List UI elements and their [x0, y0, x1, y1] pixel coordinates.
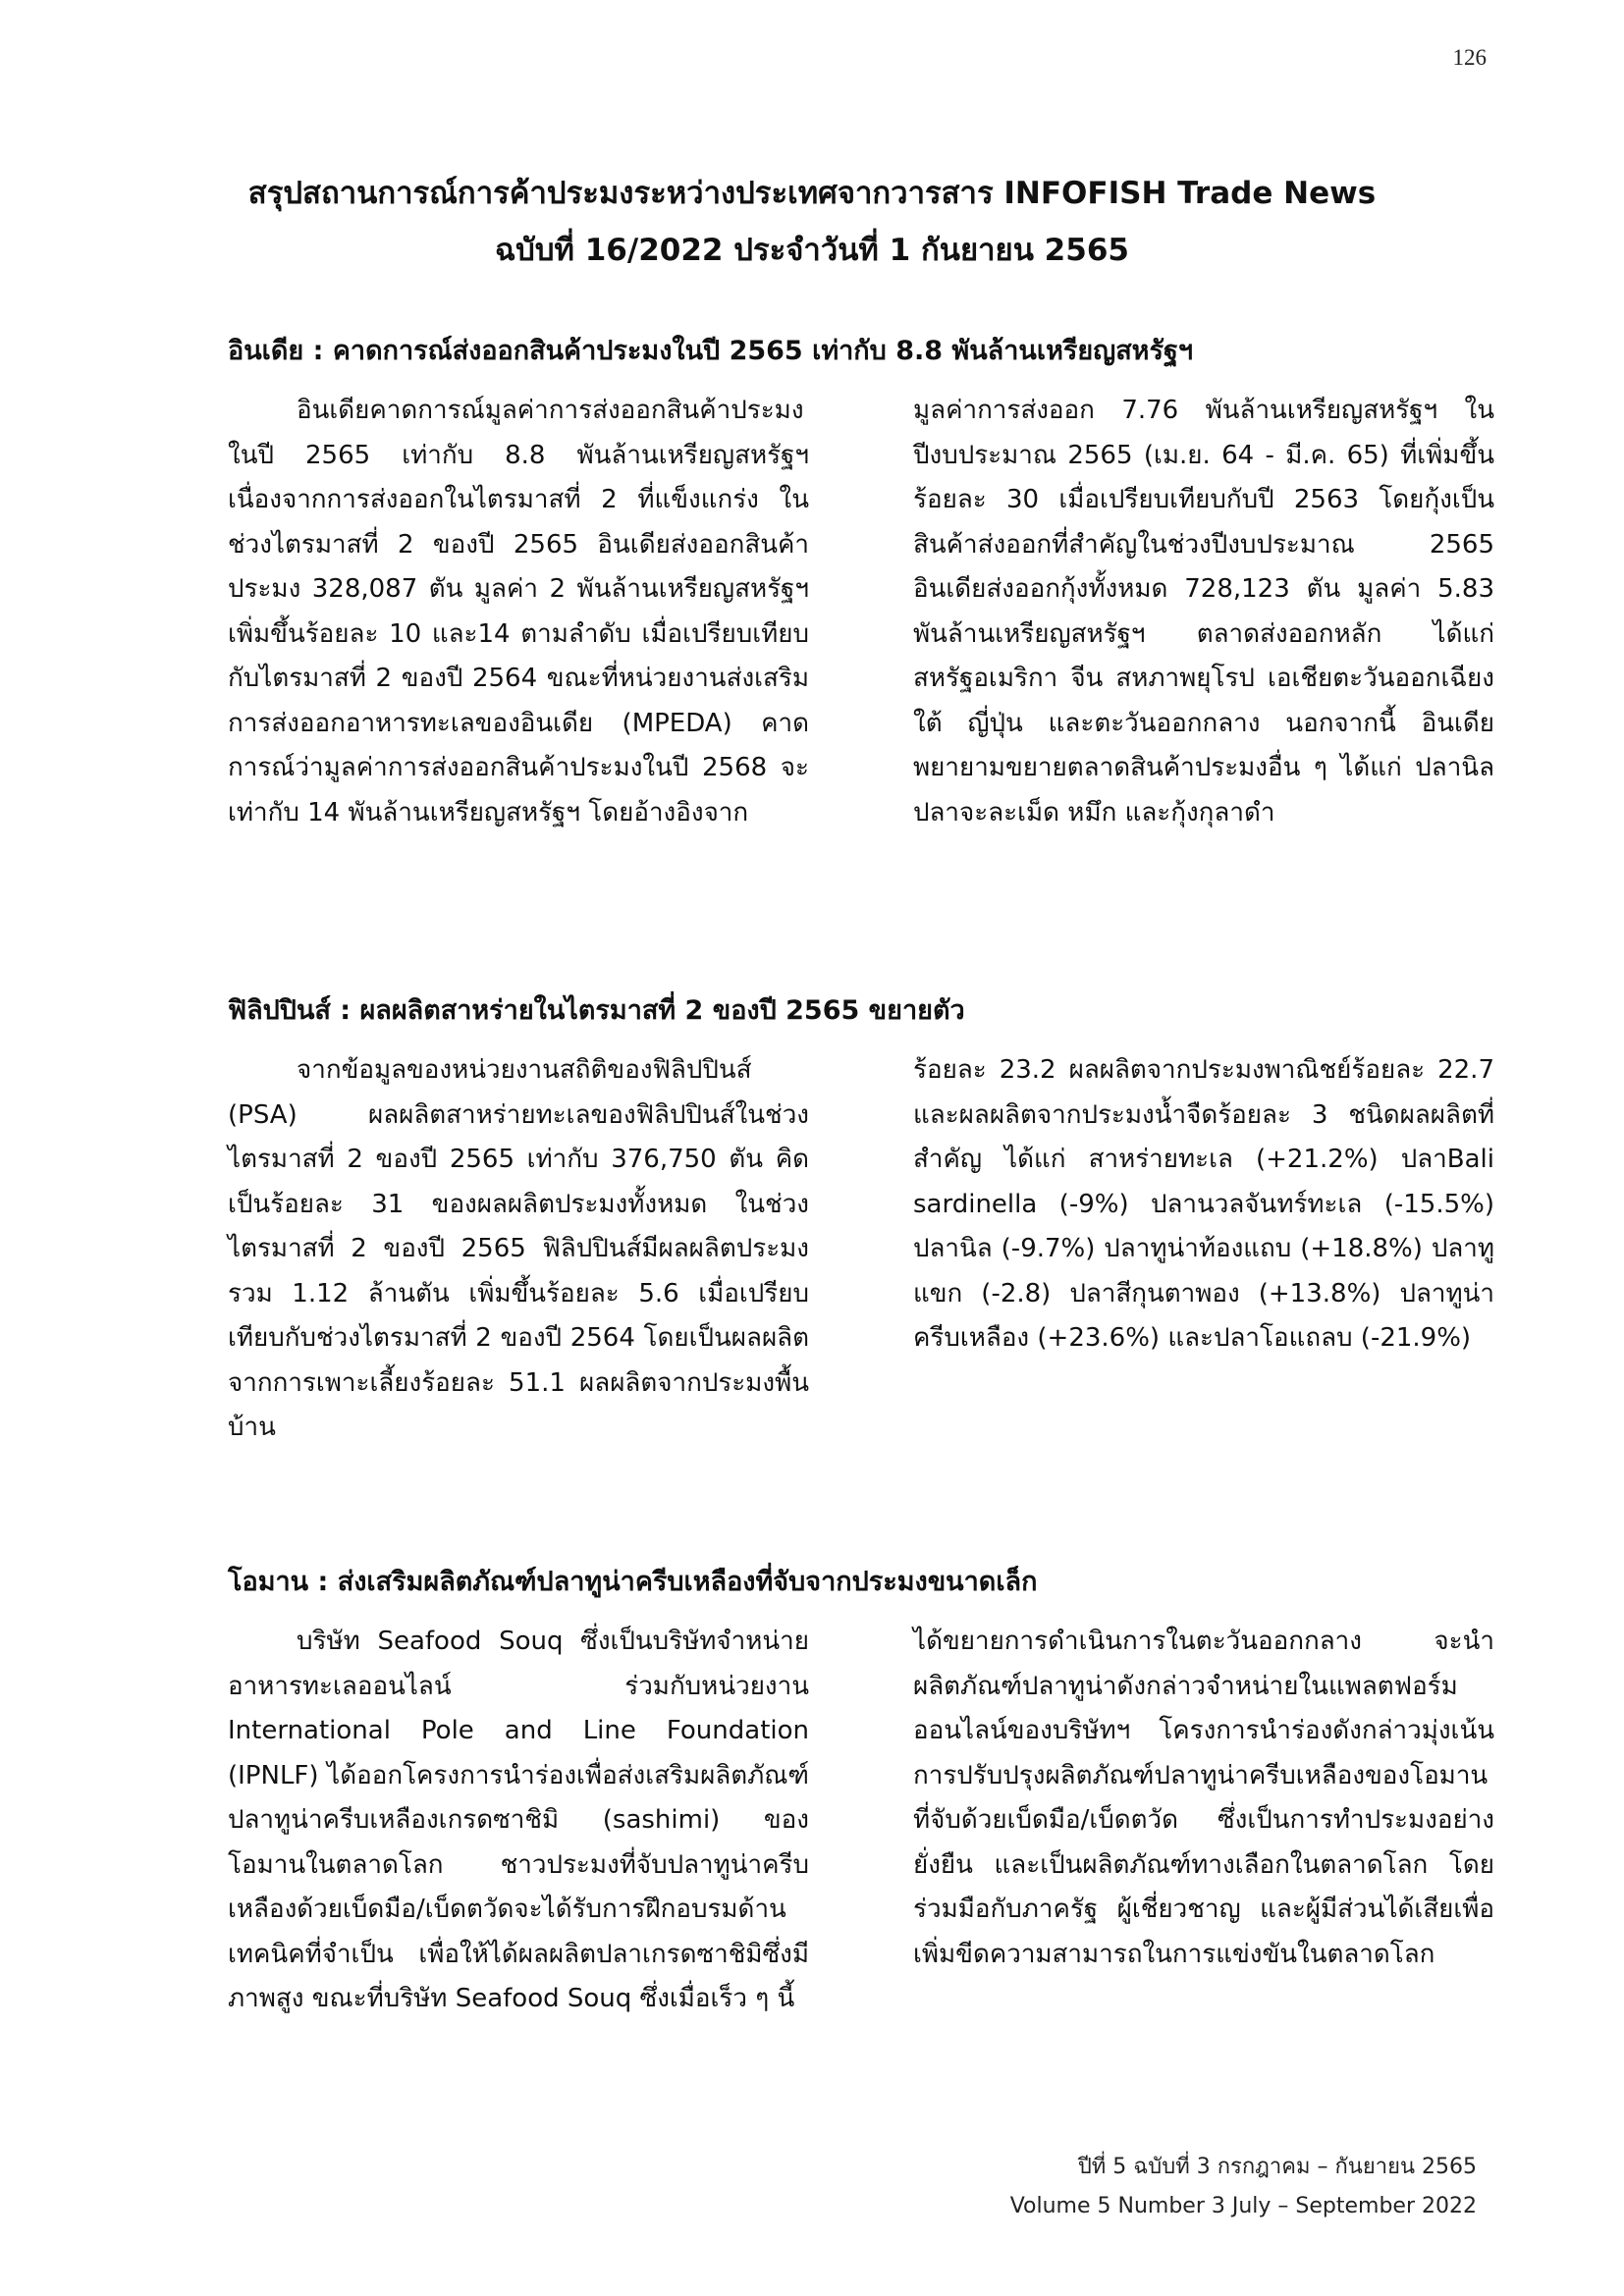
right-column [913, 1048, 1494, 1451]
section-philippines [228, 993, 1494, 1451]
left-column [228, 1048, 809, 1451]
section-columns [228, 389, 1494, 835]
paragraph: จากข้อมูลของหน่วยงานสถิติของฟิลิปปินส์ (PSA) ผลผลิตสาหร่ายทะเลของฟิลิปปินส์ในช่วงไตรมาสที่ 2 ของปี 2565 เท่ากับ 376,750 ตัน คิดเป็นร้อยละ 31 ของผลผลิตประมงทั้งหมด ในช่วงไตรมาสที่ 2 ของปี 2565 ฟิลิปปินส์มีผลผลิตประมงรวม 1.12 ล้านตัน เพิ่มขึ้นร้อยละ 5.6 เมื่อเปรียบเทียบกับช่วงไตรมาสที่ 2 ของปี 2564 โดยเป็นผลผลิตจากการเพาะเลี้ยงร้อยละ 51.1 ผลผลิตจากประมงพื้นบ้าน [228, 1055, 809, 1442]
section-columns [228, 1620, 1494, 2022]
section-heading: ฟิลิปปินส์ : ผลผลิตสาหร่ายในไตรมาสที่ 2 ของปี 2565 ขยายตัว [228, 995, 965, 1026]
paragraph: ได้ขยายการดำเนินการในตะวันออกกลาง จะนำผลิตภัณฑ์ปลาทูน่าดังกล่าวจำหน่ายในแพลตฟอร์มออนไลน์ของบริษัทฯ โครงการนำร่องดังกล่าวมุ่งเน้นการปรับปรุงผลิตภัณฑ์ปลาทูน่าครีบเหลืองของโอมานที่จับด้วยเบ็ดมือ/เบ็ดตวัด ซึ่งเป็นการทำประมงอย่างยั่งยืน และเป็นผลิตภัณฑ์ทางเลือกในตลาดโลก โดยร่วมมือกับภาครัฐ ผู้เชี่ยวชาญ และผู้มีส่วนได้เสียเพื่อเพิ่มขีดความสามารถในการแข่งขันในตลาดโลก [913, 1627, 1494, 1969]
page-footer [1010, 2148, 1477, 2226]
page-number: 126 [1452, 45, 1487, 70]
left-column [228, 389, 809, 835]
paragraph: บริษัท Seafood Souq ซึ่งเป็นบริษัทจำหน่ายอาหารทะเลออนไลน์ ร่วมกับหน่วยงาน International Pole and Line Foundation (IPNLF) ได้ออกโครงการนำร่องเพื่อส่งเสริมผลิตภัณฑ์ปลาทูน่าครีบเหลืองเกรดซาชิมิ (sashimi) ของโอมานในตลาดโลก ชาวประมงที่จับปลาทูน่าครีบเหลืองด้วยเบ็ดมือ/เบ็ดตวัดจะได้รับการฝึกอบรมด้านเทคนิคที่จำเป็น เพื่อให้ได้ผลผลิตปลาเกรดซาชิมิซึ่งมีภาพสูง ขณะที่บริษัท Seafood Souq ซึ่งเมื่อเร็ว ๆ นี้ [228, 1627, 809, 2013]
paragraph: มูลค่าการส่งออก 7.76 พันล้านเหรียญสหรัฐฯ ในปีงบประมาณ 2565 (เม.ย. 64 - มี.ค. 65) ที่เพิ่มขึ้นร้อยละ 30 เมื่อเปรียบเทียบกับปี 2563 โดยกุ้งเป็นสินค้าส่งออกที่สำคัญในช่วงปีงบประมาณ 2565 อินเดียส่งออกกุ้งทั้งหมด 728,123 ตัน มูลค่า 5.83 พันล้านเหรียญสหรัฐฯ ตลาดส่งออกหลัก ได้แก่ สหรัฐอเมริกา จีน สหภาพยุโรป เอเชียตะวันออกเฉียงใต้ ญี่ปุ่น และตะวันออกกลาง นอกจากนี้ อินเดียพยายามขยายตลาดสินค้าประมงอื่น ๆ ได้แก่ ปลานิล ปลาจะละเม็ด หมึก และกุ้งกุลาดำ [913, 396, 1494, 828]
title-line-1: สรุปสถานการณ์การค้าประมงระหว่างประเทศจากวารสาร INFOFISH Trade News [247, 176, 1377, 211]
section-heading: อินเดีย : คาดการณ์ส่งออกสินค้าประมงในปี 2565 เท่ากับ 8.8 พันล้านเหรียญสหรัฐฯ [228, 336, 1194, 366]
paragraph: อินเดียคาดการณ์มูลค่าการส่งออกสินค้าประมงในปี 2565 เท่ากับ 8.8 พันล้านเหรียญสหรัฐฯ เนื่องจากการส่งออกในไตรมาสที่ 2 ที่แข็งแกร่ง ในช่วงไตรมาสที่ 2 ของปี 2565 อินเดียส่งออกสินค้าประมง 328,087 ตัน มูลค่า 2 พันล้านเหรียญสหรัฐฯ เพิ่มขึ้นร้อยละ 10 และ14 ตามลำดับ เมื่อเปรียบเทียบกับไตรมาสที่ 2 ของปี 2564 ขณะที่หน่วยงานส่งเสริมการส่งออกอาหารทะเลของอินเดีย (MPEDA) คาดการณ์ว่ามูลค่าการส่งออกสินค้าประมงในปี 2568 จะเท่ากับ 14 พันล้านเหรียญสหรัฐฯ โดยอ้างอิงจาก [228, 396, 809, 828]
paragraph: ร้อยละ 23.2 ผลผลิตจากประมงพาณิชย์ร้อยละ 22.7 และผลผลิตจากประมงน้ำจืดร้อยละ 3 ชนิดผลผลิตที่สำคัญ ได้แก่ สาหร่ายทะเล (+21.2%) ปลาBali sardinella (-9%) ปลานวลจันทร์ทะเล (-15.5%) ปลานิล (-9.7%) ปลาทูน่าท้องแถบ (+18.8%) ปลาทูแขก (-2.8) ปลาสีกุนตาพอง (+13.8%) ปลาทูน่าครีบเหลือง (+23.6%) และปลาโอแถลบ (-21.9%) [913, 1055, 1494, 1353]
left-column [228, 1620, 809, 2022]
right-column [913, 389, 1494, 835]
section-india [228, 334, 1494, 835]
section-columns [228, 1048, 1494, 1451]
page-title [157, 165, 1467, 279]
section-heading: โอมาน : ส่งเสริมผลิตภัณฑ์ปลาทูน่าครีบเหลืองที่จับจากประมงขนาดเล็ก [228, 1567, 1038, 1597]
footer-thai: ปีที่ 5 ฉบับที่ 3 กรกฎาคม – กันยายน 2565 [1077, 2155, 1477, 2179]
footer-english: Volume 5 Number 3 July – September 2022 [1009, 2194, 1477, 2218]
title-line-2: ฉบับที่ 16/2022 ประจำวันที่ 1 กันยายน 2565 [495, 233, 1129, 268]
section-oman [228, 1565, 1494, 2022]
right-column [913, 1620, 1494, 2022]
